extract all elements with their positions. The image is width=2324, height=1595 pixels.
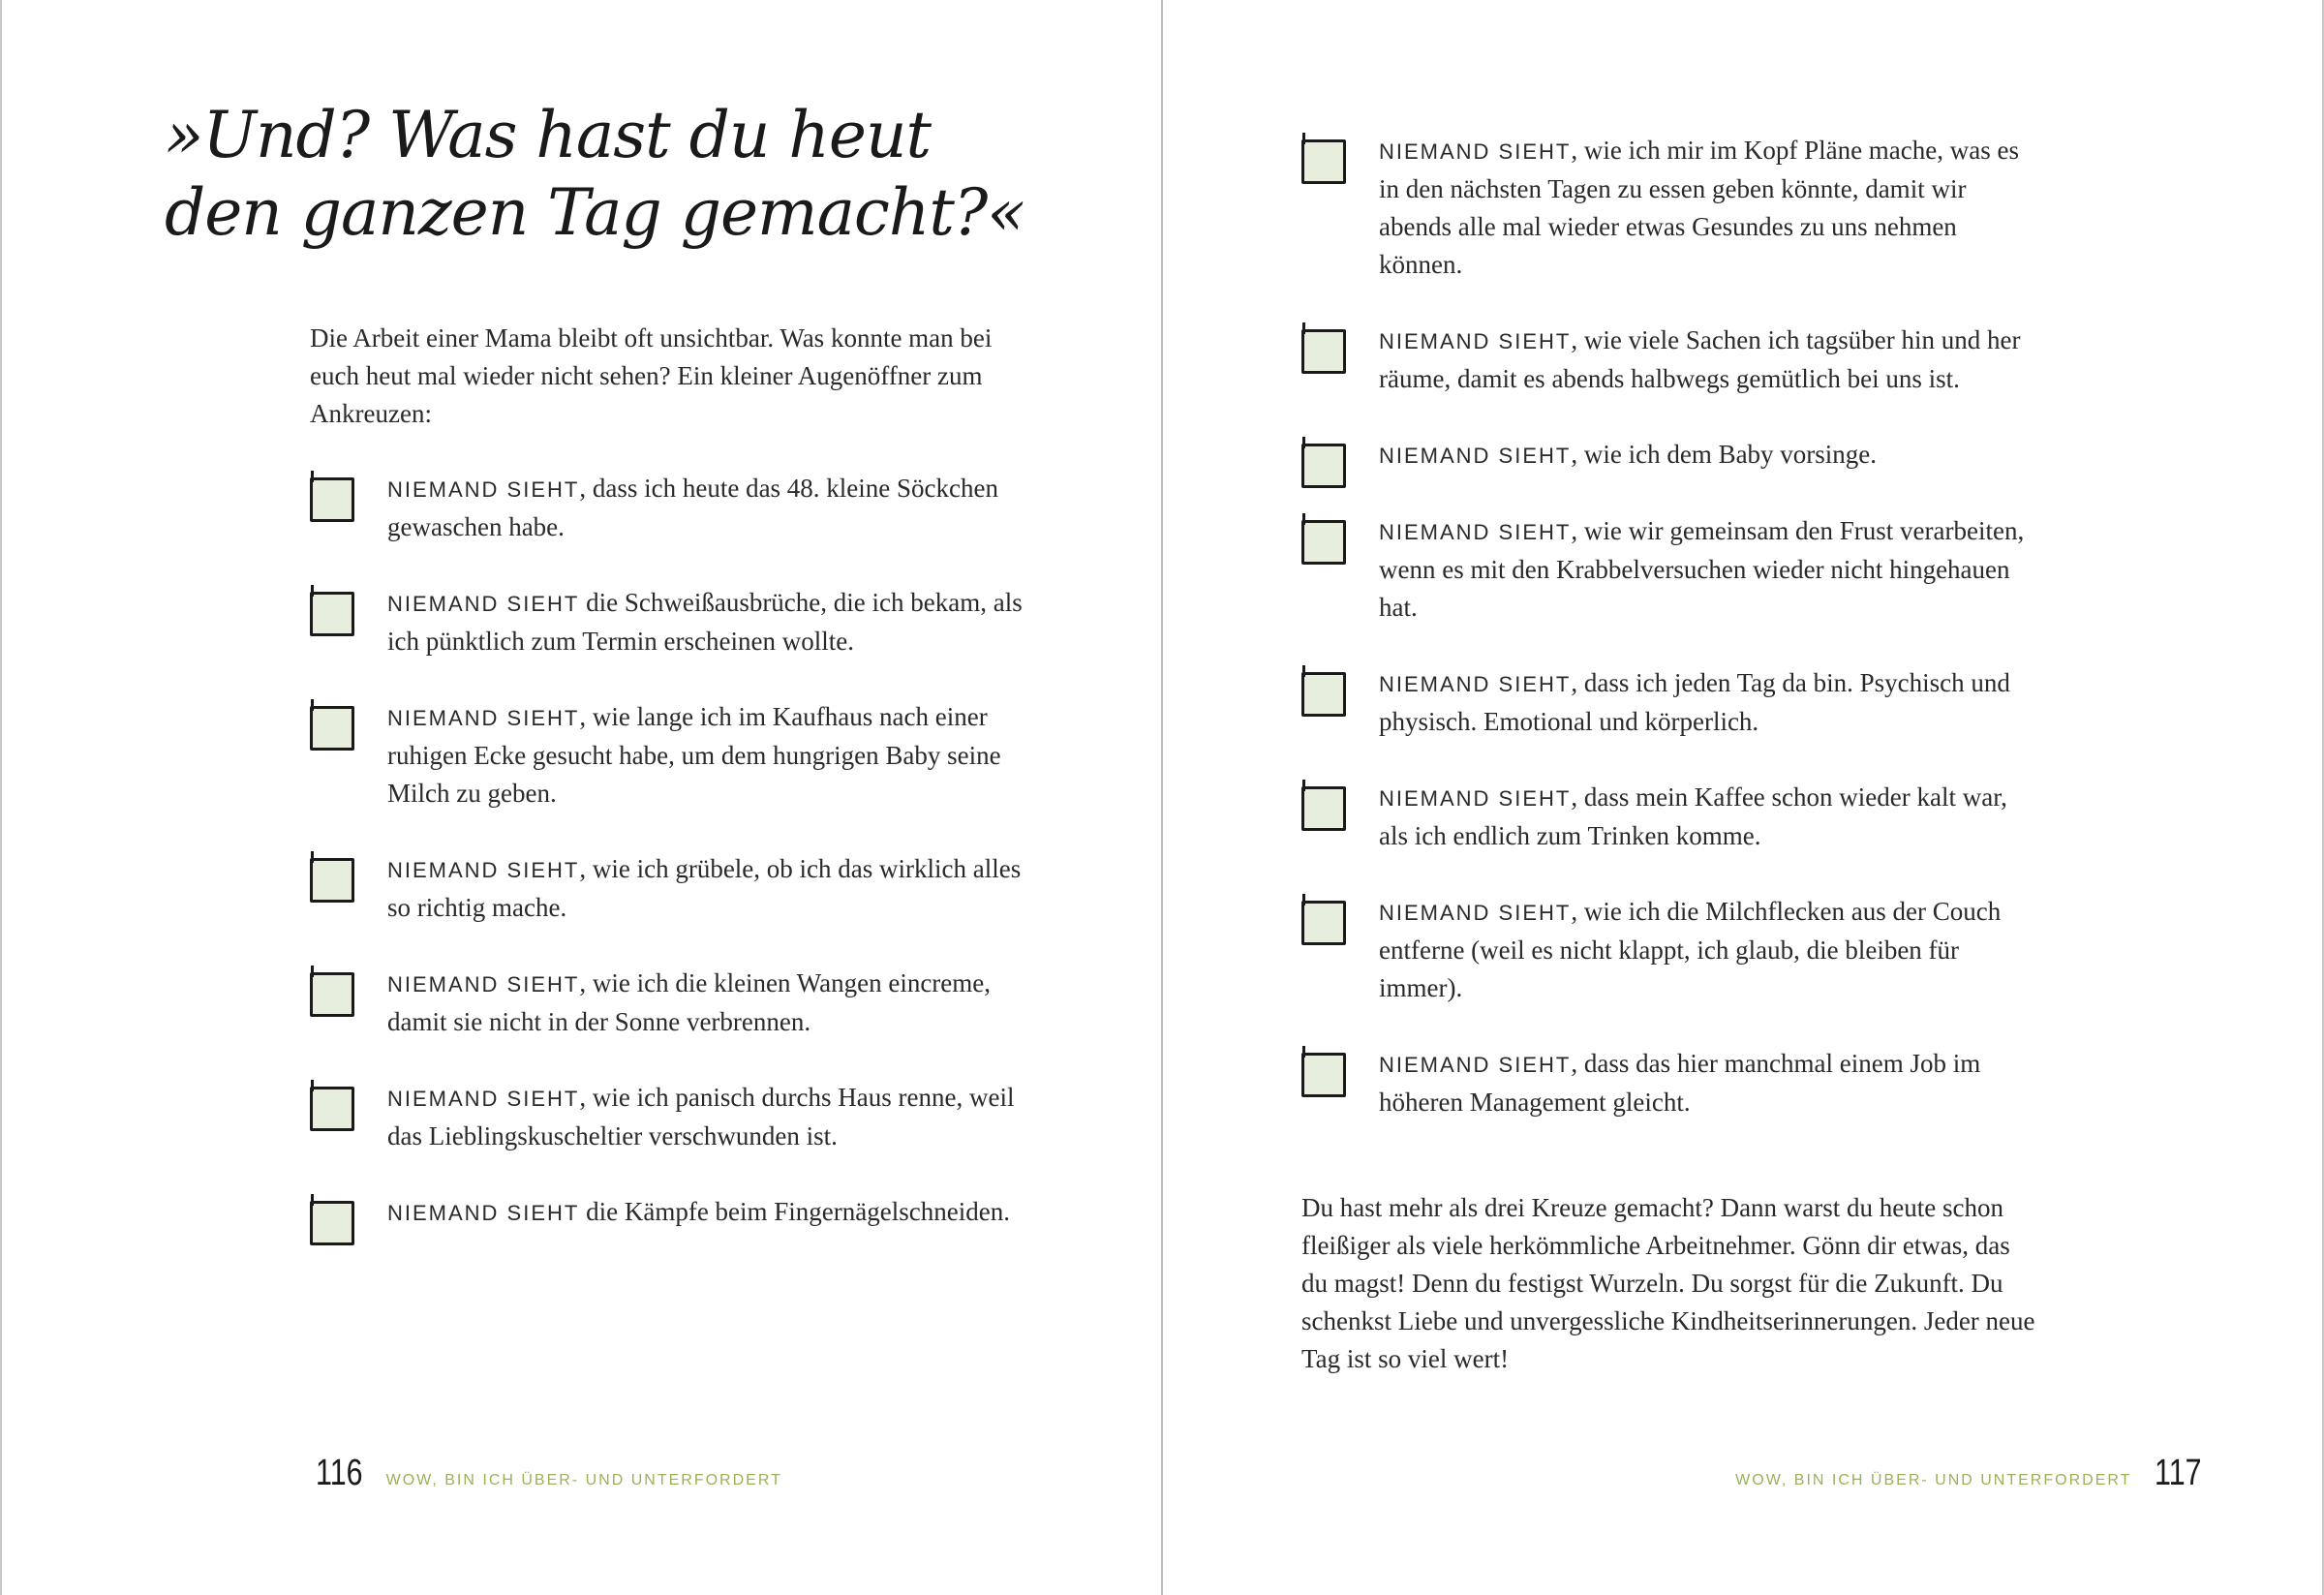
checkbox-icon[interactable] [310, 1201, 354, 1245]
item-lead: NIEMAND SIEHT [387, 592, 580, 616]
item-text: , wie ich panisch durchs Haus renne, weil das Lieblingskuscheltier verschwunden ist. [387, 1083, 1015, 1150]
checklist-item [310, 470, 1036, 546]
intro-paragraph: Die Arbeit einer Mama bleibt oft unsichtbar. Was konnte man bei euch heut mal wieder nicht sehen? Ein kleiner Augenöffner zum Ankreuzen: [310, 323, 993, 428]
item-text: , wie ich dem Baby vorsinge. [1571, 440, 1878, 469]
checkbox-icon[interactable] [1301, 786, 1346, 831]
checkbox-icon[interactable] [1301, 444, 1346, 488]
page-number: 116 [316, 1453, 363, 1493]
title-line-2: den ganzen Tag gemacht?« [165, 175, 1025, 250]
running-head: WOW, BIN ICH ÜBER- UND UNTERFORDERT [385, 1472, 782, 1488]
running-head: WOW, BIN ICH ÜBER- UND UNTERFORDERT [1735, 1472, 2132, 1488]
checklist-item [1301, 132, 2037, 284]
checkbox-icon[interactable] [310, 858, 354, 903]
checkbox-icon[interactable] [310, 972, 354, 1017]
item-lead: NIEMAND SIEHT [387, 858, 580, 882]
item-text: , wie lange ich im Kaufhaus nach einer ruhigen Ecke gesucht habe, um dem hungrigen Baby seine Milch zu geben. [387, 702, 1001, 808]
checklist-item [310, 850, 1036, 927]
item-text: , wie ich mir im Kopf Pläne mache, was es in den nächsten Tagen zu essen geben könnte, damit wir abends alle mal wieder etwas Gesundes zu uns nehmen können. [1379, 136, 2019, 279]
checklist-item [310, 965, 1036, 1041]
item-text: , dass mein Kaffee schon wieder kalt war, als ich endlich zum Trinken komme. [1379, 782, 2007, 850]
outro-paragraph: Du hast mehr als drei Kreuze gemacht? Dann warst du heute schon fleißiger als viele herkömmliche Arbeitnehmer. Gönn dir etwas, das du magst! Denn du festigst Wurzeln. Du sorgst für die Zukunft. Du schenkst Liebe und unvergessliche Kindheitserinnerungen. Jeder neue Tag ist so viel wert! [1301, 1193, 2035, 1373]
item-text: die Schweißausbrüche, die ich bekam, als ich pünktlich zum Termin erscheinen wollte. [387, 588, 1023, 656]
item-lead: NIEMAND SIEHT [1379, 329, 1572, 353]
right-page [1163, 0, 2324, 1595]
item-text: , wie ich grübele, ob ich das wirklich alles so richtig mache. [387, 854, 1022, 922]
item-lead: NIEMAND SIEHT [387, 972, 580, 997]
item-lead: NIEMAND SIEHT [1379, 672, 1572, 696]
page-number: 117 [2155, 1453, 2202, 1493]
item-text: , wie ich die Milchflecken aus der Couch entferne (weil es nicht klappt, ich glaub, die bleiben für immer). [1379, 897, 2002, 1002]
checklist-right [1301, 132, 2037, 1121]
checkbox-icon[interactable] [310, 477, 354, 522]
item-text: , dass das hier manchmal einem Job im höheren Management gleicht. [1379, 1049, 1981, 1117]
checkbox-icon[interactable] [1301, 901, 1346, 945]
item-lead: NIEMAND SIEHT [1379, 1053, 1572, 1077]
checklist-item [1301, 779, 2037, 855]
checklist-item [1301, 512, 2037, 627]
item-lead: NIEMAND SIEHT [387, 1201, 580, 1225]
item-text: die Kämpfe beim Fingernägelschneiden. [579, 1197, 1010, 1226]
checkbox-icon[interactable] [310, 592, 354, 636]
item-text: , wie ich die kleinen Wangen eincreme, damit sie nicht in der Sonne verbrennen. [387, 968, 992, 1036]
checklist-item [310, 584, 1036, 660]
checklist-item [1301, 436, 2037, 475]
folio-left [310, 1453, 782, 1494]
item-lead: NIEMAND SIEHT [1379, 520, 1572, 544]
item-lead: NIEMAND SIEHT [1379, 786, 1572, 811]
checkbox-icon[interactable] [310, 706, 354, 751]
checkbox-icon[interactable] [1301, 672, 1346, 717]
item-text: , wie wir gemeinsam den Frust verarbeiten, wenn es mit den Krabbelversuchen wieder nicht hingehauen hat. [1379, 516, 2025, 622]
checkbox-icon[interactable] [1301, 329, 1346, 374]
checklist-item [310, 1079, 1036, 1155]
checklist-item [1301, 893, 2037, 1007]
checkbox-icon[interactable] [1301, 1053, 1346, 1097]
checklist-item [1301, 1045, 2037, 1121]
item-text: , wie viele Sachen ich tagsüber hin und her räume, damit es abends halbwegs gemütlich bei uns ist. [1379, 325, 2021, 393]
item-lead: NIEMAND SIEHT [1379, 139, 1572, 164]
checkbox-icon[interactable] [310, 1087, 354, 1131]
left-page [0, 0, 1161, 1595]
checkbox-icon[interactable] [1301, 520, 1346, 565]
folio-right [1735, 1453, 2208, 1494]
item-text: , dass ich jeden Tag da bin. Psychisch und physisch. Emotional und körperlich. [1379, 668, 2010, 736]
checklist-item [310, 698, 1036, 813]
title-line-1: »Und? Was hast du heut [165, 98, 931, 172]
checklist-item [310, 1193, 1036, 1232]
checkbox-icon[interactable] [1301, 139, 1346, 184]
item-lead: NIEMAND SIEHT [387, 1087, 580, 1111]
page-title [165, 97, 1025, 252]
checklist-item [1301, 322, 2037, 398]
checklist-left [310, 470, 1036, 1232]
checklist-item [1301, 664, 2037, 741]
item-lead: NIEMAND SIEHT [1379, 444, 1572, 468]
item-text: , dass ich heute das 48. kleine Söckchen gewaschen habe. [387, 474, 998, 541]
item-lead: NIEMAND SIEHT [1379, 901, 1572, 925]
item-lead: NIEMAND SIEHT [387, 477, 580, 502]
item-lead: NIEMAND SIEHT [387, 706, 580, 730]
